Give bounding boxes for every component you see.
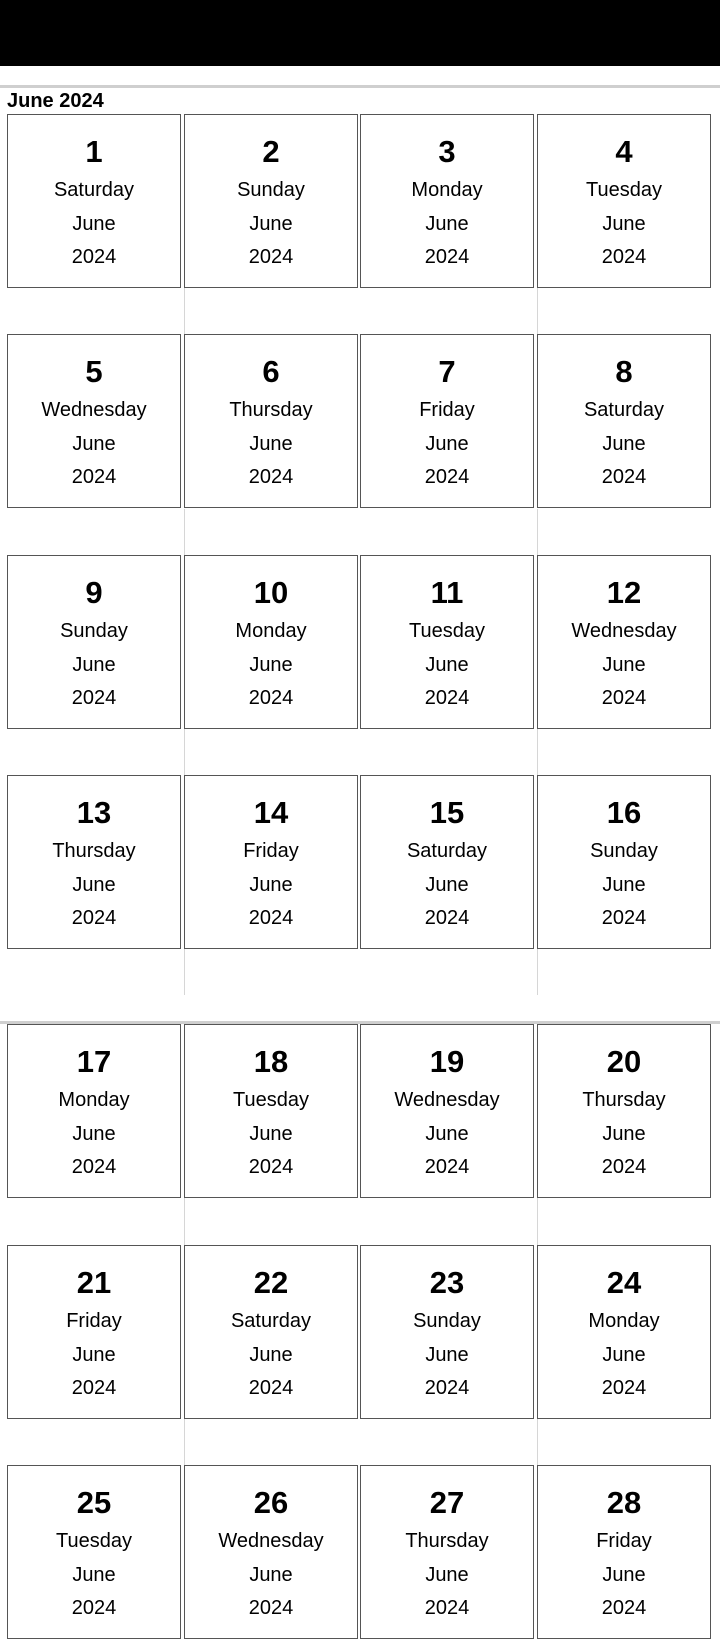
day-year: 2024 <box>248 1597 294 1619</box>
day-cell[interactable] <box>360 1024 534 1198</box>
day-weekday: Monday <box>588 1310 660 1332</box>
day-weekday: Friday <box>596 1530 652 1552</box>
day-weekday: Monday <box>411 179 483 201</box>
day-cell[interactable] <box>184 775 358 949</box>
day-number: 4 <box>615 134 633 169</box>
day-month: June <box>249 1564 293 1586</box>
day-year: 2024 <box>71 907 117 929</box>
day-cell[interactable] <box>537 1024 711 1198</box>
day-month: June <box>249 1123 293 1145</box>
top-black-bar <box>0 0 720 66</box>
day-weekday: Wednesday <box>41 399 147 421</box>
day-weekday: Sunday <box>60 620 128 642</box>
day-year: 2024 <box>601 466 647 488</box>
day-weekday: Saturday <box>53 179 135 201</box>
day-weekday: Monday <box>235 620 307 642</box>
row-gap-separator <box>537 729 538 775</box>
day-year: 2024 <box>424 687 470 709</box>
row-gap-separator <box>184 1198 185 1245</box>
day-year: 2024 <box>248 466 294 488</box>
day-month: June <box>602 654 646 676</box>
day-weekday: Sunday <box>237 179 305 201</box>
day-month: June <box>425 1344 469 1366</box>
day-month: June <box>602 874 646 896</box>
day-cell[interactable] <box>184 1024 358 1198</box>
day-weekday: Saturday <box>406 840 488 862</box>
day-number: 10 <box>253 575 289 610</box>
day-year: 2024 <box>248 246 294 268</box>
day-cell[interactable] <box>184 114 358 288</box>
row-gap-separator <box>537 1419 538 1465</box>
day-month: June <box>72 213 116 235</box>
day-cell[interactable] <box>7 1465 181 1639</box>
day-year: 2024 <box>601 1156 647 1178</box>
day-weekday: Sunday <box>413 1310 481 1332</box>
day-month: June <box>72 874 116 896</box>
day-year: 2024 <box>601 1377 647 1399</box>
day-number: 20 <box>606 1044 642 1079</box>
day-cell[interactable] <box>537 334 711 508</box>
day-number: 15 <box>429 795 465 830</box>
day-weekday: Thursday <box>405 1530 489 1552</box>
day-number: 8 <box>615 354 633 389</box>
day-year: 2024 <box>424 1156 470 1178</box>
day-cell[interactable] <box>184 1465 358 1639</box>
day-cell[interactable] <box>360 775 534 949</box>
day-number: 16 <box>606 795 642 830</box>
day-month: June <box>425 433 469 455</box>
day-year: 2024 <box>248 1156 294 1178</box>
day-number: 22 <box>253 1265 289 1300</box>
day-number: 3 <box>438 134 456 169</box>
row-gap-separator <box>184 1419 185 1465</box>
day-cell[interactable] <box>184 1245 358 1419</box>
day-year: 2024 <box>71 687 117 709</box>
day-number: 1 <box>85 134 103 169</box>
row-gap-separator <box>184 288 185 334</box>
day-cell[interactable] <box>537 555 711 729</box>
day-weekday: Friday <box>419 399 475 421</box>
day-weekday: Tuesday <box>233 1089 309 1111</box>
day-month: June <box>602 433 646 455</box>
day-cell[interactable] <box>537 1245 711 1419</box>
day-cell[interactable] <box>184 334 358 508</box>
day-year: 2024 <box>71 246 117 268</box>
day-number: 25 <box>76 1485 112 1520</box>
day-number: 17 <box>76 1044 112 1079</box>
day-number: 23 <box>429 1265 465 1300</box>
day-year: 2024 <box>71 1156 117 1178</box>
day-weekday: Tuesday <box>409 620 485 642</box>
row-gap-separator <box>537 288 538 334</box>
day-cell[interactable] <box>360 555 534 729</box>
day-weekday: Wednesday <box>571 620 677 642</box>
day-year: 2024 <box>71 1597 117 1619</box>
day-cell[interactable] <box>537 1465 711 1639</box>
day-month: June <box>72 1123 116 1145</box>
day-year: 2024 <box>424 907 470 929</box>
day-month: June <box>72 1344 116 1366</box>
day-year: 2024 <box>248 1377 294 1399</box>
day-weekday: Wednesday <box>218 1530 324 1552</box>
day-year: 2024 <box>601 1597 647 1619</box>
day-year: 2024 <box>248 687 294 709</box>
day-weekday: Wednesday <box>394 1089 500 1111</box>
day-number: 27 <box>429 1485 465 1520</box>
day-cell[interactable] <box>360 114 534 288</box>
day-number: 5 <box>85 354 103 389</box>
day-cell[interactable] <box>360 1465 534 1639</box>
row-gap-separator <box>184 509 185 555</box>
day-number: 14 <box>253 795 289 830</box>
day-number: 26 <box>253 1485 289 1520</box>
day-weekday: Saturday <box>230 1310 312 1332</box>
day-cell[interactable] <box>7 555 181 729</box>
day-year: 2024 <box>424 1597 470 1619</box>
day-month: June <box>602 1564 646 1586</box>
month-title: June 2024 <box>7 90 104 112</box>
day-month: June <box>72 1564 116 1586</box>
day-number: 6 <box>262 354 280 389</box>
day-year: 2024 <box>71 1377 117 1399</box>
day-number: 9 <box>85 575 103 610</box>
row-gap-separator <box>184 729 185 775</box>
day-month: June <box>425 1123 469 1145</box>
day-weekday: Tuesday <box>56 1530 132 1552</box>
day-weekday: Thursday <box>582 1089 666 1111</box>
day-number: 11 <box>430 575 464 610</box>
day-cell[interactable] <box>537 114 711 288</box>
day-month: June <box>602 1344 646 1366</box>
day-weekday: Thursday <box>52 840 136 862</box>
day-month: June <box>425 874 469 896</box>
day-cell[interactable] <box>360 334 534 508</box>
day-number: 7 <box>438 354 456 389</box>
day-cell[interactable] <box>7 775 181 949</box>
day-number: 2 <box>262 134 280 169</box>
row-gap-separator <box>537 949 538 995</box>
day-weekday: Tuesday <box>586 179 662 201</box>
day-month: June <box>249 654 293 676</box>
day-year: 2024 <box>71 466 117 488</box>
day-month: June <box>602 1123 646 1145</box>
day-month: June <box>249 213 293 235</box>
day-number: 18 <box>253 1044 289 1079</box>
day-cell[interactable] <box>7 1245 181 1419</box>
day-number: 21 <box>76 1265 112 1300</box>
day-weekday: Monday <box>58 1089 130 1111</box>
day-weekday: Friday <box>243 840 299 862</box>
day-weekday: Thursday <box>229 399 313 421</box>
day-number: 12 <box>606 575 642 610</box>
day-weekday: Sunday <box>590 840 658 862</box>
day-year: 2024 <box>424 246 470 268</box>
day-year: 2024 <box>601 687 647 709</box>
day-number: 13 <box>76 795 112 830</box>
day-month: June <box>249 433 293 455</box>
day-month: June <box>425 654 469 676</box>
day-year: 2024 <box>424 466 470 488</box>
day-month: June <box>602 213 646 235</box>
day-weekday: Saturday <box>583 399 665 421</box>
day-year: 2024 <box>248 907 294 929</box>
day-month: June <box>425 213 469 235</box>
day-weekday: Friday <box>66 1310 122 1332</box>
day-month: June <box>425 1564 469 1586</box>
day-number: 19 <box>429 1044 465 1079</box>
row-gap-separator <box>184 949 185 995</box>
day-year: 2024 <box>601 246 647 268</box>
day-month: June <box>72 654 116 676</box>
section-divider-top <box>0 85 720 88</box>
day-number: 24 <box>606 1265 642 1300</box>
day-cell[interactable] <box>7 1024 181 1198</box>
day-month: June <box>72 433 116 455</box>
row-gap-separator <box>537 1198 538 1245</box>
day-cell[interactable] <box>7 114 181 288</box>
day-year: 2024 <box>424 1377 470 1399</box>
day-cell[interactable] <box>537 775 711 949</box>
day-year: 2024 <box>601 907 647 929</box>
day-month: June <box>249 874 293 896</box>
day-cell[interactable] <box>184 555 358 729</box>
day-cell[interactable] <box>7 334 181 508</box>
day-month: June <box>249 1344 293 1366</box>
day-number: 28 <box>606 1485 642 1520</box>
day-cell[interactable] <box>360 1245 534 1419</box>
row-gap-separator <box>537 509 538 555</box>
